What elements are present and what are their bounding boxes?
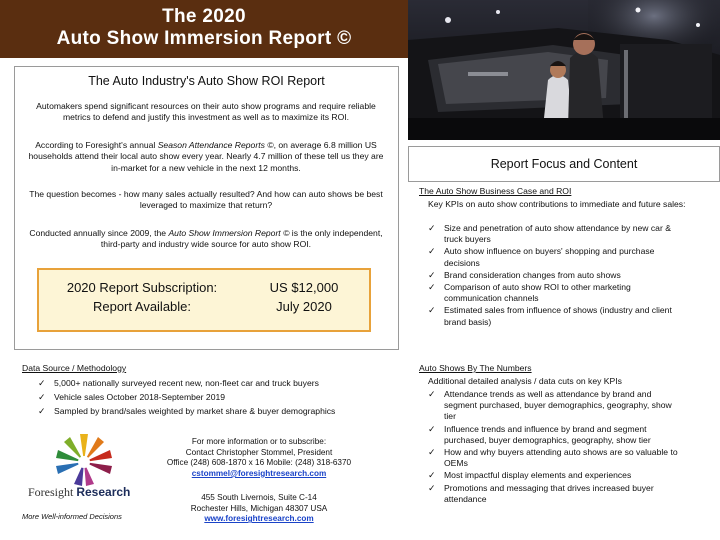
- page-title: [0, 6, 408, 50]
- logo-tagline: More Well-informed Decisions: [22, 512, 122, 521]
- address-line-2: Rochester Hills, Michigan 48307 USA: [190, 503, 328, 513]
- contact-line-2: Contact Christopher Stommel, President: [185, 447, 333, 457]
- contact-line-1: For more information or to subscribe:: [191, 437, 327, 446]
- header-band: [0, 0, 408, 58]
- check-icon: ✓: [38, 378, 46, 388]
- list-item: ✓ Estimated sales from influence of shows (industry and client brand basis): [428, 305, 672, 327]
- report-focus-title: Report Focus and Content: [490, 157, 638, 171]
- data-source-title: Data Source / Methodology: [22, 363, 127, 373]
- address-block: [152, 493, 366, 525]
- section1-title: The Auto Show Business Case and ROI: [419, 186, 572, 196]
- list-item: ✓ Most impactful display elements and experiences: [428, 470, 632, 481]
- list-item: ✓ Size and penetration of auto show attendance by new car & truck buyers: [428, 223, 671, 245]
- intro-paragraph-3: The question becomes - how many sales actually resulted? And how can auto shows be best leveraged to maximize that return?: [29, 189, 383, 211]
- intro-p4-em: Auto Show Immersion Report ©: [168, 228, 290, 238]
- check-icon: ✓: [428, 389, 436, 399]
- list-item: ✓ Sampled by brand/sales weighted by market share & buyer demographics: [38, 406, 336, 416]
- check-icon: ✓: [428, 223, 436, 233]
- intro-title: The Auto Industry's Auto Show ROI Report: [88, 74, 325, 88]
- intro-p4-pre: Conducted annually since 2009, the: [29, 228, 169, 238]
- data-source-list: [38, 376, 335, 418]
- list-item: ✓ Brand consideration changes from auto shows: [428, 269, 621, 280]
- intro-p4-post: is the only independent, third-party and industry wide source for auto show ROI.: [100, 228, 383, 250]
- list-item: ✓ How and why buyers attending auto shows are so valuable to OEMs: [428, 447, 678, 469]
- auto-show-photo: [408, 0, 720, 140]
- subscription-price: US $12,000: [269, 280, 339, 295]
- address-line-1: 455 South Livernois, Suite C-14: [201, 493, 317, 502]
- report-focus-header: [408, 146, 720, 182]
- list-item: ✓ Vehicle sales October 2018-September 2019: [38, 392, 226, 402]
- intro-paragraph-4: [26, 228, 386, 251]
- intro-paragraph-1: Automakers spend significant resources on their auto show programs and require reliable metrics to defend and justify this investment as well as to maximize its ROI.: [36, 101, 376, 123]
- check-icon: ✓: [38, 392, 46, 402]
- check-icon: ✓: [428, 282, 436, 293]
- check-icon: ✓: [428, 246, 436, 257]
- check-icon: ✓: [428, 447, 436, 458]
- availability-date: July 2020: [276, 299, 332, 314]
- website-link[interactable]: www.foresightresearch.com: [204, 514, 314, 524]
- intro-p2-pre: According to Foresight's annual: [35, 140, 158, 150]
- check-icon: ✓: [428, 269, 436, 280]
- check-icon: ✓: [428, 423, 436, 434]
- section2-list: [428, 389, 686, 506]
- subscription-box: [37, 268, 371, 332]
- list-item: ✓ 5,000+ nationally surveyed recent new, non-fleet car and truck buyers: [38, 378, 319, 388]
- intro-p2-em: Season Attendance Reports ©: [157, 140, 274, 150]
- contact-block: [152, 437, 366, 479]
- list-item: ✓ Auto show influence on buyers' shopping and purchase decisions: [428, 246, 655, 268]
- section2-intro: Additional detailed analysis / data cuts on key KPIs: [428, 376, 622, 386]
- check-icon: ✓: [38, 406, 46, 416]
- list-item: ✓ Comparison of auto show ROI to other marketing communication channels: [428, 282, 631, 304]
- check-icon: ✓: [428, 305, 436, 316]
- section1-intro: Key KPIs on auto show contributions to immediate and future sales:: [428, 199, 686, 209]
- availability-label: Report Available:: [92, 299, 192, 314]
- subscription-labels: [49, 278, 235, 316]
- contact-line-3: Office (248) 608-1870 x 16 Mobile: (248) 318-6370: [166, 458, 352, 468]
- photo-illustration: [408, 0, 720, 140]
- svg-text:Foresight Research: Foresight Research: [28, 485, 131, 499]
- intro-paragraph-2: [26, 140, 386, 174]
- title-line-2: Auto Show Immersion Report ©: [56, 28, 352, 49]
- subscription-values: [249, 278, 359, 316]
- logo-sunburst-icon: [28, 432, 140, 502]
- title-line-1: The 2020: [162, 6, 246, 27]
- check-icon: ✓: [428, 482, 436, 493]
- intro-p2-post: , on average 6.8 million US households attend their local auto show every year. Nearly 4.7 million of these tell us they are in-market for a new vehicle in the next 12 months.: [28, 140, 384, 173]
- section1-list: [428, 223, 686, 329]
- section2-title: Auto Shows By The Numbers: [419, 363, 532, 373]
- email-link[interactable]: cstommel@foresightresearch.com: [191, 468, 327, 478]
- list-item: ✓ Attendance trends as well as attendance by brand and segment purchased, buyer demographics, geography, show tier: [428, 389, 672, 422]
- check-icon: ✓: [428, 470, 436, 481]
- list-item: ✓ Influence trends and influence by brand and segment purchased, buyer demographics, geography, show tier: [428, 423, 651, 445]
- list-item: ✓ Promotions and messaging that drives increased buyer attendance: [428, 482, 654, 504]
- foresight-logo: [28, 432, 140, 502]
- subscription-label: 2020 Report Subscription:: [66, 280, 218, 295]
